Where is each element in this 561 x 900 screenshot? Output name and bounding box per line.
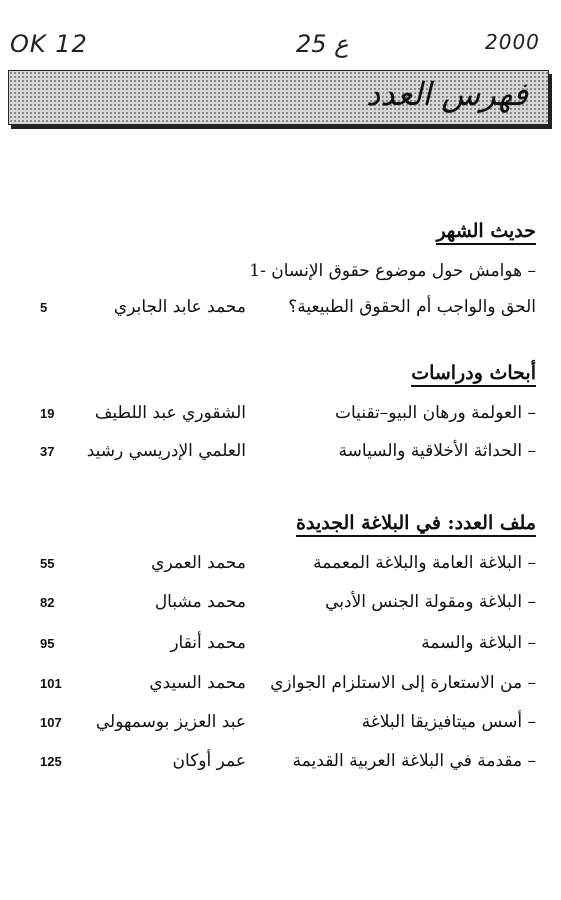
handwritten-note-left: OK 12 bbox=[10, 30, 88, 58]
contents-banner bbox=[8, 70, 549, 125]
entry-page: 37 bbox=[40, 444, 55, 459]
entry-page: 107 bbox=[40, 715, 62, 730]
entry-author: محمد العمري bbox=[151, 553, 246, 573]
entry-author: محمد مشبال bbox=[154, 592, 246, 612]
section-heading-file: ملف العدد: في البلاغة الجديدة bbox=[296, 512, 536, 537]
entry-page: 55 bbox=[40, 556, 55, 571]
entry-author: العلمي الإدريسي رشيد bbox=[86, 441, 246, 461]
entry-author: محمد أنقار bbox=[170, 633, 246, 653]
entry-title: – العولمة ورهان البيو–تقنيات bbox=[335, 403, 536, 423]
handwritten-note-right: 2000 bbox=[485, 30, 540, 54]
entry-page: 82 bbox=[40, 595, 55, 610]
entry-title: – من الاستعارة إلى الاستلزام الجوازي bbox=[270, 673, 536, 693]
toc-entry[interactable] bbox=[0, 748, 561, 782]
entry-title: – البلاغة العامة والبلاغة المعممة bbox=[313, 553, 536, 573]
entry-page: 125 bbox=[40, 754, 62, 769]
toc-entry[interactable] bbox=[0, 709, 561, 743]
toc-entry[interactable] bbox=[0, 550, 561, 584]
toc-entry[interactable] bbox=[0, 670, 561, 704]
entry-page: 5 bbox=[40, 300, 48, 315]
entry-page: 19 bbox=[40, 406, 55, 421]
entry-title: – الحداثة الأخلاقية والسياسة bbox=[338, 441, 536, 461]
entry-page: 95 bbox=[40, 636, 55, 651]
entry-author: عبد العزيز بوسمهولي bbox=[95, 712, 246, 732]
entry-title: – البلاغة والسمة bbox=[421, 633, 536, 653]
toc-entry[interactable] bbox=[0, 589, 561, 623]
toc-entry[interactable] bbox=[0, 630, 561, 664]
entry-page: 101 bbox=[40, 676, 62, 691]
toc-entry[interactable] bbox=[0, 258, 561, 292]
entry-title: الحق والواجب أم الحقوق الطبيعية؟ bbox=[288, 297, 536, 317]
entry-title: – البلاغة ومقولة الجنس الأدبي bbox=[325, 592, 536, 612]
entry-author: محمد السيدي bbox=[149, 673, 246, 693]
entry-title: – أسس ميتافيزيقا البلاغة bbox=[361, 712, 536, 732]
entry-title: – مقدمة في البلاغة العربية القديمة bbox=[292, 751, 536, 771]
banner-title: فهرس العدد bbox=[365, 75, 528, 113]
entry-author: الشقوري عبد اللطيف bbox=[94, 403, 246, 423]
toc-entry[interactable] bbox=[0, 400, 561, 434]
toc-entry[interactable] bbox=[0, 438, 561, 472]
section-heading-hadith-al-shahr: حديث الشهر bbox=[436, 220, 536, 245]
entry-title: – هوامش حول موضوع حقوق الإنسان -1 bbox=[249, 261, 536, 281]
toc-entry[interactable] bbox=[0, 294, 561, 328]
section-heading-abhath: أبحاث ودراسات bbox=[411, 362, 536, 387]
handwritten-note-middle: 25 ع bbox=[296, 30, 349, 58]
entry-author: محمد عابد الجابري bbox=[113, 297, 246, 317]
entry-author: عمر أوكان bbox=[172, 751, 246, 771]
